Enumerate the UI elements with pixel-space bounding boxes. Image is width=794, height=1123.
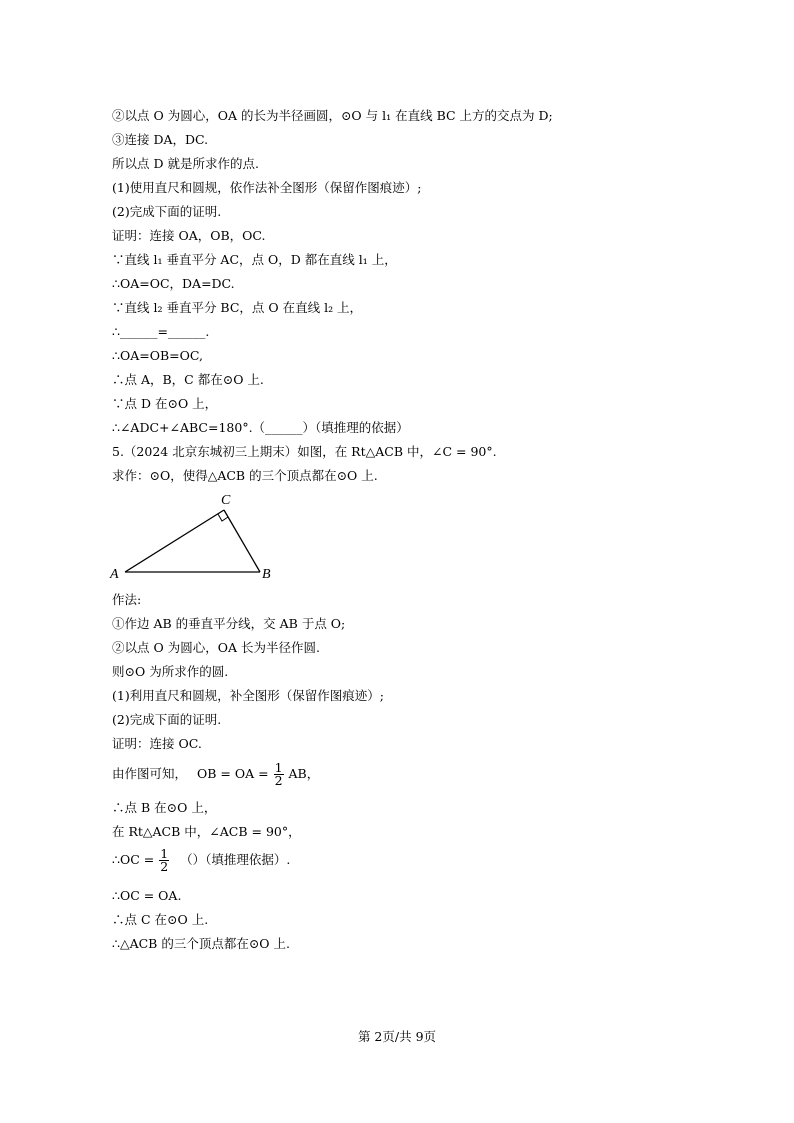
vertex-label-a: A	[110, 567, 119, 582]
text-line: 求作：⊙O，使得△ACB 的三个顶点都在⊙O 上.	[112, 468, 378, 483]
vertex-label-b: B	[262, 567, 271, 582]
text-line: ∴点 B 在⊙O 上，	[112, 800, 217, 815]
text-line: ∴点 A，B，C 都在⊙O 上.	[112, 372, 264, 387]
text-line: ∴OA=OB=OC,	[112, 348, 203, 363]
text-line: ∴OA=OC，DA=DC.	[112, 276, 235, 291]
text-line: 作法:	[112, 592, 142, 607]
equation-line: ∴OC = $\frac{1}{2}$ （）（填推理依据）.	[112, 846, 291, 874]
text-line: ∵直线 l₁ 垂直平分 AC，点 O，D 都在直线 l₁ 上，	[112, 252, 397, 267]
text-line: 5.（2024 北京东城初三上期末）如图，在 Rt△ACB 中，∠C = 90°.	[112, 444, 497, 459]
text-line: ∴△ACB 的三个顶点都在⊙O 上.	[112, 936, 290, 951]
text-line: ∴______=______.	[112, 324, 210, 339]
equation-line: 由作图可知， OB = OA = $\frac{1}{2}$ AB，	[112, 760, 320, 788]
text-line: (1)利用直尺和圆规，补全图形（保留作图痕迹）;	[112, 688, 384, 703]
text-line: 证明：连接 OC.	[112, 736, 202, 751]
page-footer: 第 2页/共 9页	[357, 1029, 437, 1044]
fraction: $\frac{1}{2}$	[274, 760, 283, 788]
text-line: 所以点 D 就是所求作的点.	[112, 156, 259, 171]
text-line: ∵直线 l₂ 垂直平分 BC，点 O 在直线 l₂ 上，	[112, 300, 363, 315]
text-line: ∴OC = OA.	[112, 888, 182, 903]
text-line: ∴点 C 在⊙O 上.	[112, 912, 209, 927]
text-line: ③连接 DA，DC.	[112, 132, 209, 147]
text-line: 则⊙O 为所求作的圆.	[112, 664, 229, 679]
text-line: (1)使用直尺和圆规，依作法补全图形（保留作图痕迹）;	[112, 180, 422, 195]
triangle-figure	[100, 490, 300, 585]
text-line: ∴∠ADC+∠ABC=180°.（______）（填推理的依据）	[112, 420, 409, 435]
text-line: (2)完成下面的证明.	[112, 204, 222, 219]
text-line: ∵点 D 在⊙O 上，	[112, 396, 218, 411]
text-line: ①作边 AB 的垂直平分线，交 AB 于点 O;	[112, 616, 346, 631]
text-line: 证明：连接 OA，OB，OC.	[112, 228, 266, 243]
text-line: ②以点 O 为圆心，OA 的长为半径画圆，⊙O 与 l₁ 在直线 BC 上方的交点为 D;	[112, 108, 553, 123]
fraction: $\frac{1}{2}$	[160, 846, 169, 874]
text-line: 在 Rt△ACB 中，∠ACB = 90°，	[112, 824, 301, 839]
vertex-label-c: C	[221, 493, 231, 508]
text-line: (2)完成下面的证明.	[112, 712, 222, 727]
text-line: ②以点 O 为圆心，OA 长为半径作圆.	[112, 640, 320, 655]
